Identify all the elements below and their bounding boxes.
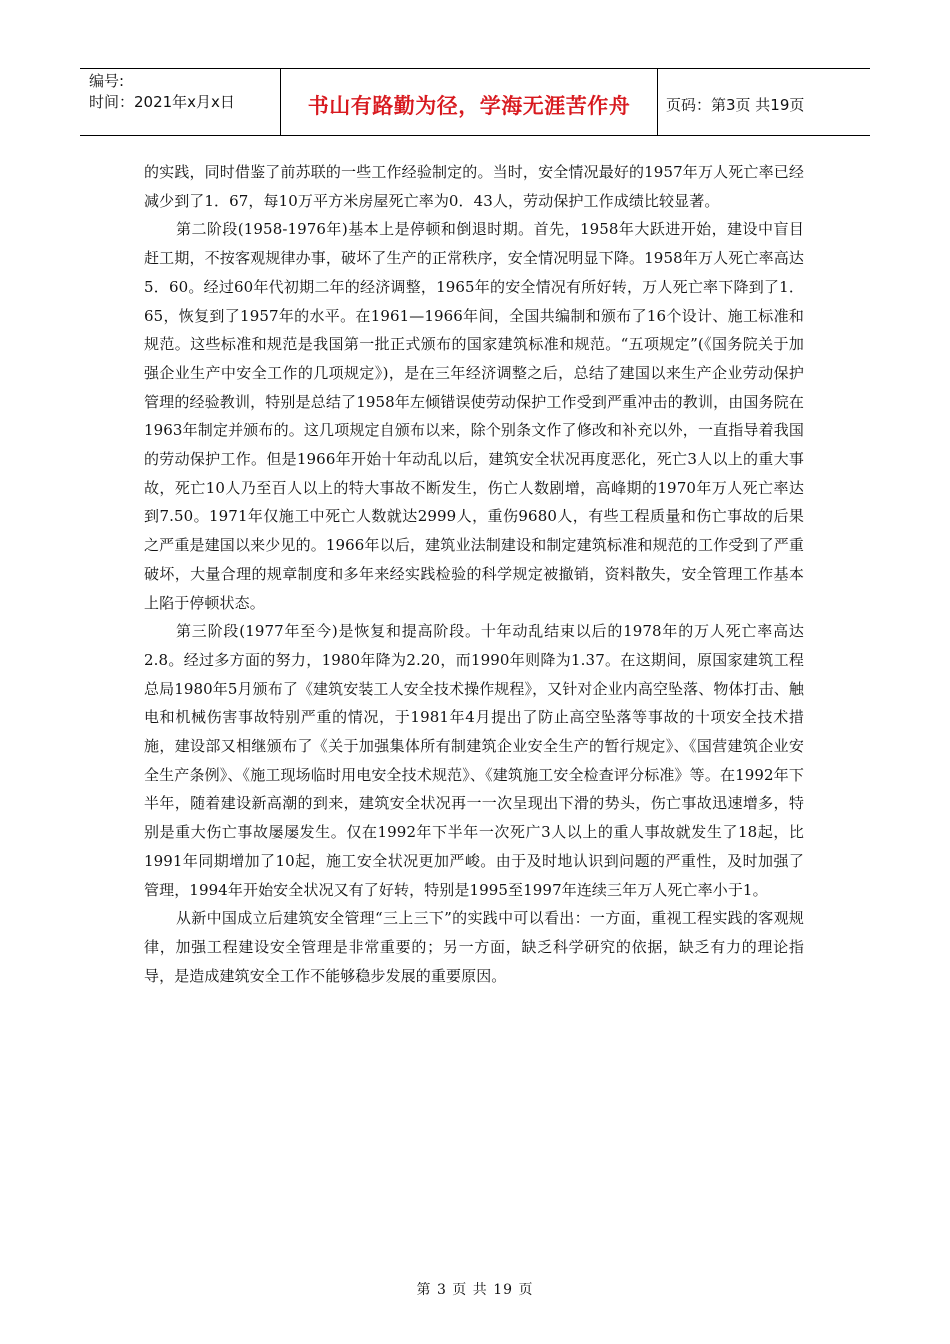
- paragraph-stage-two: 第二阶段(1958-1976年)基本上是停顿和倒退时期。首先，1958年大跃进开始，建设中盲目赶工期，不按客观规律办事，破坏了生产的正常秩序，安全情况明显下降。1958年万人死亡率高达5．60。经过60年代初期二年的经济调整，1965年的安全情况有所好转，万人死亡率下降到了1．65，恢复到了1957年的水平。在1961—1966年间，全国共编制和颁布了16个设计、施工标准和规范。这些标准和规范是我国第一批正式颁布的国家建筑标准和规范。“五项规定”(《国务院关于加强企业生产中安全工作的几项规定》)，是在三年经济调整之后，总结了建国以来生产企业劳动保护管理的经验教训，特别是总结了1958年左倾错误使劳动保护工作受到严重冲击的教训，由国务院在1963年制定并颁布的。这几项规定自颁布以来，除个别条文作了修改和补充以外，一直指导着我国的劳动保护工作。但是1966年开始十年动乱以后，建筑安全状况再度恶化，死亡3人以上的重大事故，死亡10人乃至百人以上的特大事故不断发生，伤亡人数剧增，高峰期的1970年万人死亡率达到7.50。1971年仅施工中死亡人数就达2999人，重伤9680人，有些工程质量和伤亡事故的后果之严重是建国以来少见的。1966年以后，建筑业法制建设和制定建筑标准和规范的工作受到了严重破坏，大量合理的规章制度和多年来经实践检验的科学规定被撤销，资料散失，安全管理工作基本上陷于停顿状态。: [144, 220, 804, 612]
- header-motto: 书山有路勤为径，学海无涯苦作舟: [307, 94, 631, 118]
- header-page-cell: [658, 69, 870, 135]
- page-footer: 第 3 页 共 19 页: [416, 1282, 534, 1298]
- paragraph-stage-three: 第三阶段(1977年至今)是恢复和提高阶段。十年动乱结束以后的1978年的万人死亡率高达2.8。经过多方面的努力，1980年降为2.20，而1990年则降为1.37。在这期间，原国家建筑工程总局1980年5月颁布了《建筑安装工人安全技术操作规程》，又针对企业内高空坠落、物体打击、触电和机械伤害事故特别严重的情况，于1981年4月提出了防止高空坠落等事故的十项安全技术措施，建设部又相继颁布了《关于加强集体所有制建筑企业安全生产的暂行规定》、《国营建筑企业安全生产条例》、《施工现场临时用电安全技术规范》、《建筑施工安全检查评分标准》等。在1992年下半年，随着建设新高潮的到来，建筑安全状况再一一次呈现出下滑的势头，伤亡事故迅速增多，特别是重大伤亡事故屡屡发生。仅在1992年下半年一次死广3人以上的重人事故就发生了18起，比1991年同期增加了10起，施工安全状况更加严峻。由于及时地认识到问题的严重性，及时加强了管理，1994年开始安全状况又有了好转，特别是1995至1997年连续三年万人死亡率小于1。: [144, 622, 804, 899]
- header-meta-cell: [80, 69, 281, 135]
- document-body: [144, 158, 804, 990]
- page-header: [80, 68, 870, 136]
- paragraph-conclusion: 从新中国成立后建筑安全管理“三上三下”的实践中可以看出：一方面，重视工程实践的客观规律，加强工程建设安全管理是非常重要的；另一方面，缺乏科学研究的依据，缺乏有力的理论指导，是造成建筑安全工作不能够稳步发展的重要原因。: [144, 909, 804, 985]
- paragraph-continuation: 的实践，同时借鉴了前苏联的一些工作经验制定的。当时，安全情况最好的1957年万人死亡率已经减少到了1．67，每10万平方米房屋死亡率为0．43人，劳动保护工作成绩比较显著。: [144, 163, 804, 210]
- document-time-label: 时间：2021年x月x日: [89, 93, 235, 111]
- header-motto-cell: [281, 69, 658, 135]
- document-number-label: 编号:: [89, 72, 125, 90]
- header-page-info: 页码：第3页 共19页: [666, 95, 805, 114]
